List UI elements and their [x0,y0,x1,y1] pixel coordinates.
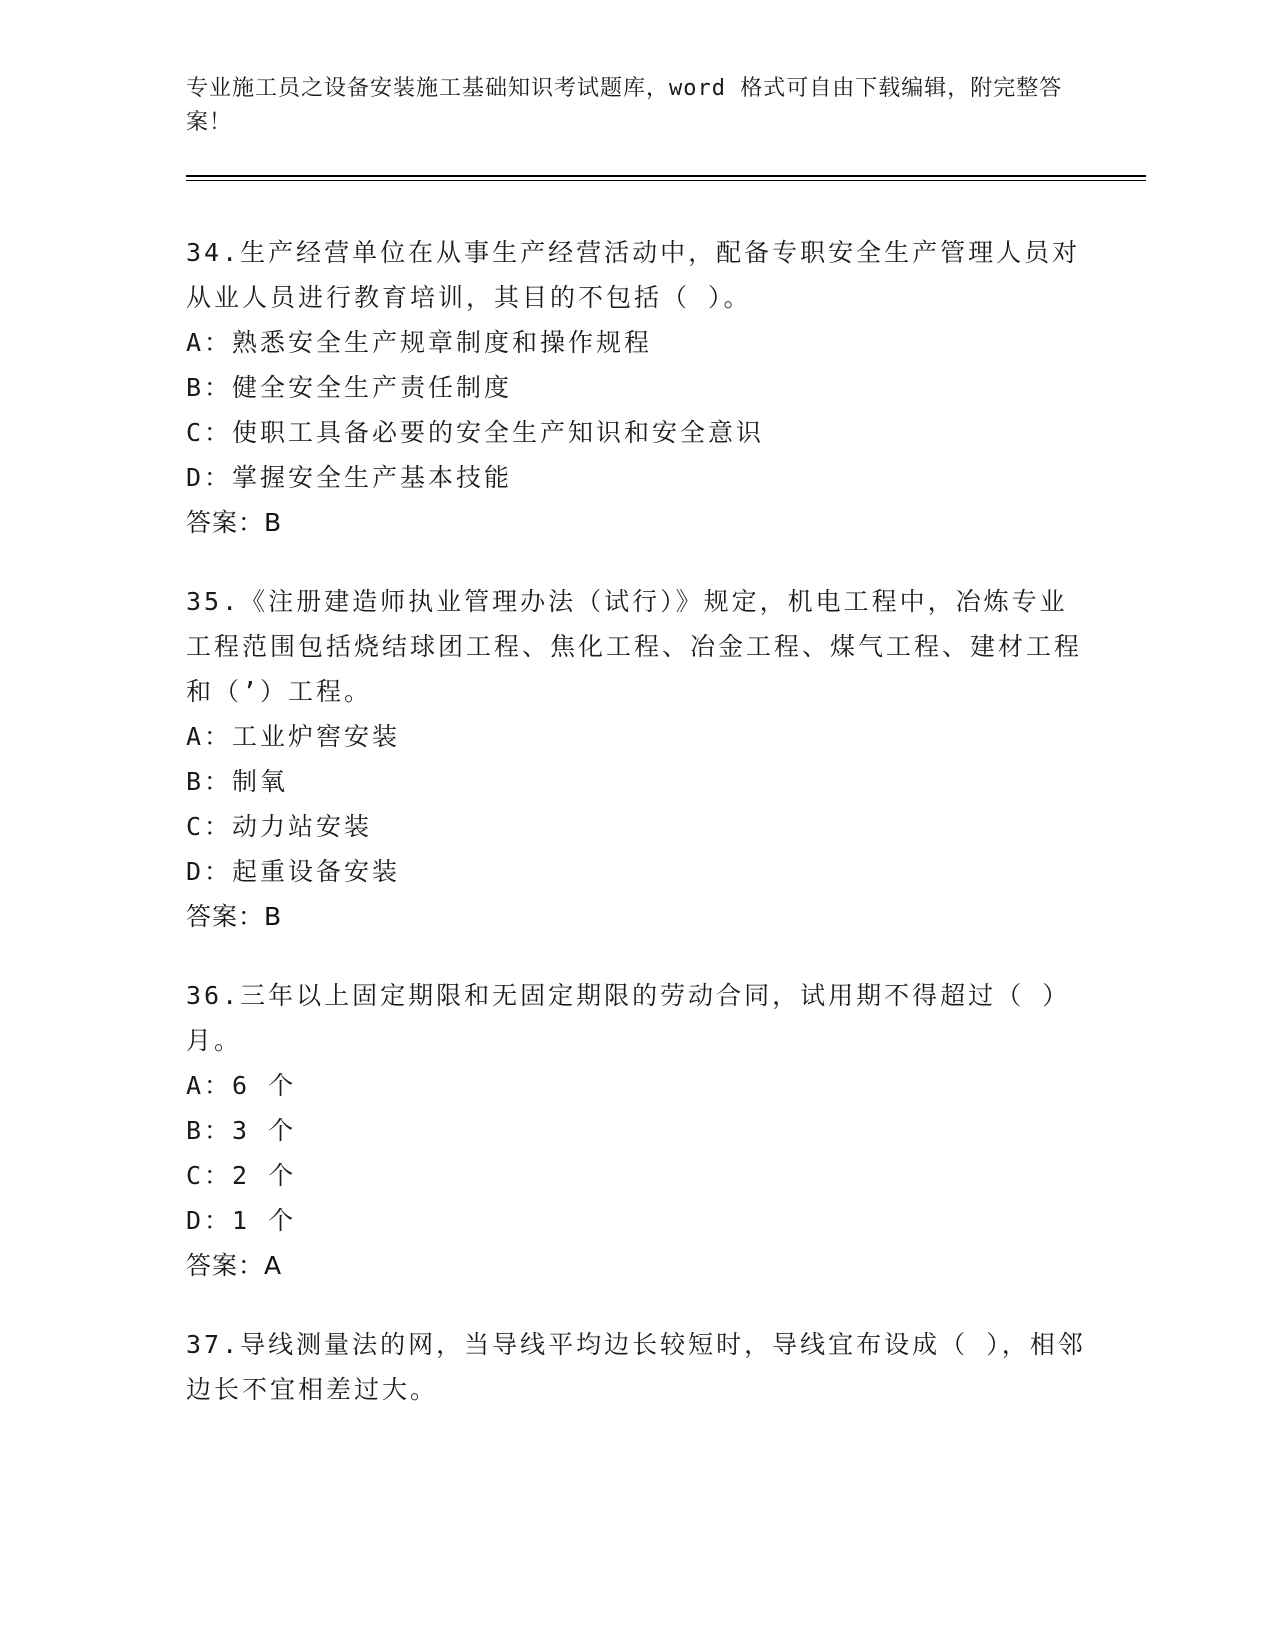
question-37 [186,1322,1086,1412]
option-c: C：2 个 [186,1161,297,1190]
option-d: D：掌握安全生产基本技能 [186,463,513,492]
question-36 [186,973,1086,1288]
option-b: B：制氧 [186,767,289,796]
question-stem: 37.导线测量法的网，当导线平均边长较短时，导线宜布设成（ ），相邻边长不宜相差过大。 [186,1330,1086,1404]
header-divider [186,175,1146,181]
question-stem: 36.三年以上固定期限和无固定期限的劳动合同，试用期不得超过（ ）月。 [186,981,1071,1055]
question-list [186,230,1086,1446]
option-b: B：健全安全生产责任制度 [186,373,513,402]
question-35 [186,579,1086,939]
answer-label: 答案：B [186,508,283,537]
option-d: D：1 个 [186,1206,297,1235]
question-stem: 35.《注册建造师执业管理办法（试行）》规定，机电工程中，冶炼专业工程范围包括烧结球团工程、焦化工程、冶金工程、煤气工程、建材工程和（’）工程。 [186,587,1083,706]
answer-label: 答案：B [186,902,283,931]
answer-label: 答案：A [186,1251,283,1280]
header-text: 专业施工员之设备安装施工基础知识考试题库，word 格式可自由下载编辑，附完整答案！ [186,76,1063,135]
question-stem: 34.生产经营单位在从事生产经营活动中，配备专职安全生产管理人员对从业人员进行教育培训，其目的不包括（ ）。 [186,238,1081,312]
option-a: A：6 个 [186,1071,297,1100]
option-a: A：熟悉安全生产规章制度和操作规程 [186,328,653,357]
option-d: D：起重设备安装 [186,857,401,886]
document-header [186,72,1066,140]
option-c: C：使职工具备必要的安全生产知识和安全意识 [186,418,765,447]
question-34 [186,230,1086,545]
option-c: C：动力站安装 [186,812,373,841]
option-a: A：工业炉窖安装 [186,722,401,751]
option-b: B：3 个 [186,1116,297,1145]
